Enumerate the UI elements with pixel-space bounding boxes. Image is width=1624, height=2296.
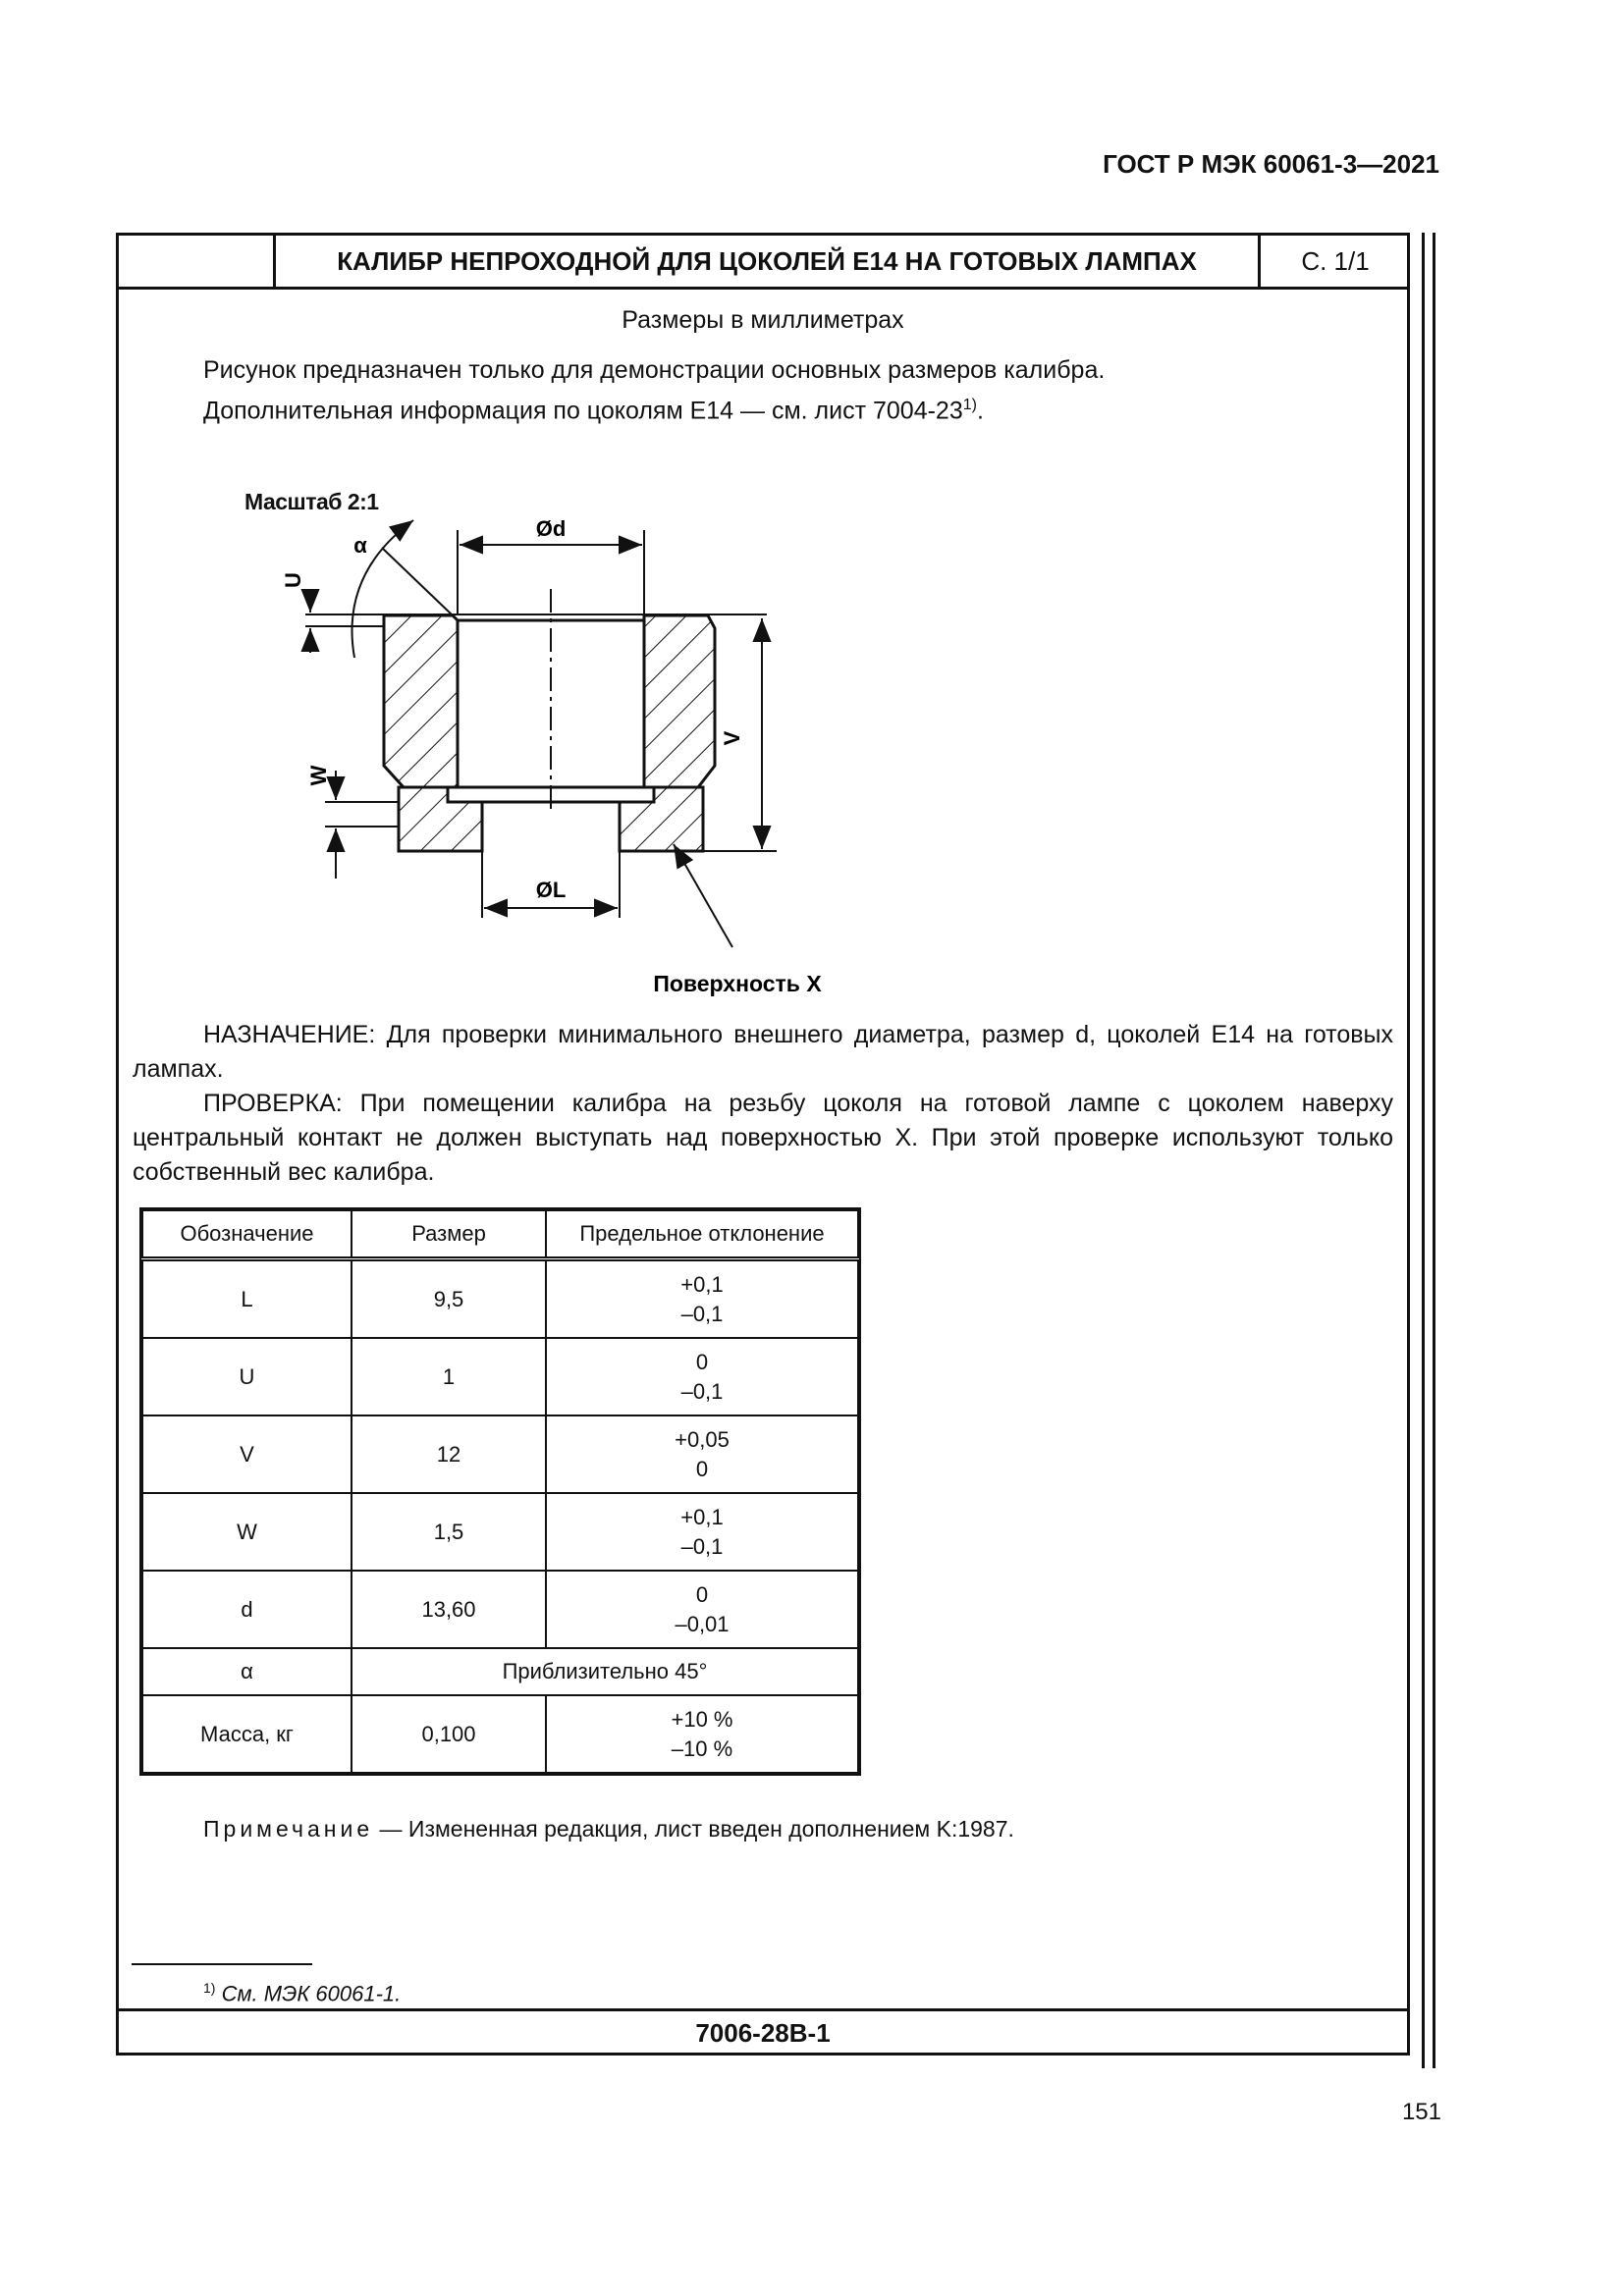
tol-upper: 0 [695, 1349, 709, 1374]
row-tolerance [546, 1415, 858, 1493]
tol-lower: –0,1 [680, 1301, 724, 1326]
note-label: Примечание [203, 1816, 374, 1842]
tol-upper: +0,1 [680, 1504, 724, 1529]
units-note: Размеры в миллиметрах [622, 306, 904, 334]
row-tolerance [546, 1493, 858, 1571]
tol-upper: +10 % [671, 1706, 733, 1732]
footnote-mark: 1) [203, 1980, 216, 1996]
intro-footnote-mark: 1) [962, 397, 977, 413]
row-symbol: U [142, 1338, 352, 1415]
dimensions-table [141, 1209, 859, 1774]
row-size: 9,5 [352, 1259, 546, 1339]
tol-lower: –0,1 [680, 1533, 724, 1559]
header-tolerance: Предельное отклонение [546, 1210, 858, 1259]
gauge-body-right [644, 615, 715, 787]
table-row-alpha [142, 1648, 858, 1695]
header-size: Размер [352, 1210, 546, 1259]
intro-line-1: Рисунок предназначен только для демонстрации основных размеров калибра. [203, 356, 1106, 384]
row-symbol: d [142, 1571, 352, 1648]
intro-line-2-end: . [976, 397, 984, 425]
table-header-row [142, 1210, 858, 1259]
row-size: 1 [352, 1338, 546, 1415]
footnote-text: См. МЭК 60061-1. [215, 1981, 402, 2006]
tol-upper: +0,1 [680, 1271, 724, 1297]
tol-lower: –10 % [671, 1735, 733, 1761]
label-W: W [306, 765, 331, 786]
row-size: 13,60 [352, 1571, 546, 1648]
row-alpha-value: Приблизительно 45° [352, 1648, 858, 1695]
row-size: 12 [352, 1415, 546, 1493]
tol-lower: –0,01 [675, 1611, 730, 1636]
table-row [142, 1571, 858, 1648]
tol-lower: 0 [695, 1456, 709, 1481]
gauge-plate-right [620, 787, 703, 851]
label-V: V [720, 730, 744, 746]
purpose-text: НАЗНАЧЕНИЕ: Для проверки минимального внешнего диаметра, размер d, цоколей Е14 на готовых лампах. [133, 1021, 1393, 1083]
check-paragraph [133, 1087, 1393, 1190]
table-row [142, 1493, 858, 1571]
tol-lower: –0,1 [680, 1378, 724, 1404]
gauge-drawing [119, 236, 1407, 1021]
label-alpha: α [353, 533, 367, 558]
row-symbol: V [142, 1415, 352, 1493]
row-tolerance [546, 1571, 858, 1648]
label-L: ØL [535, 878, 567, 902]
row-symbol: Масса, кг [142, 1695, 352, 1773]
table-row [142, 1259, 858, 1339]
row-symbol: L [142, 1259, 352, 1339]
frame-double-line-2 [1433, 233, 1435, 2068]
sheet-footer-code: 7006-28B-1 [119, 2008, 1407, 2056]
scale-label: Масштаб 2:1 [244, 489, 379, 514]
gauge-plate-left [399, 787, 482, 851]
row-tolerance [546, 1695, 858, 1773]
note [203, 1816, 1014, 1842]
row-size: 0,100 [352, 1695, 546, 1773]
row-size: 1,5 [352, 1493, 546, 1571]
page-number: 151 [1401, 2099, 1441, 2125]
footnote-separator [132, 1963, 312, 1965]
footnote [203, 1980, 401, 2006]
standard-code: ГОСТ Р МЭК 60061-3—2021 [1103, 149, 1439, 179]
row-tolerance [546, 1338, 858, 1415]
row-tolerance [546, 1259, 858, 1339]
sheet-title: КАЛИБР НЕПРОХОДНОЙ ДЛЯ ЦОКОЛЕЙ Е14 НА ГОТОВЫХ ЛАМПАХ [337, 246, 1197, 276]
label-surface-x: Поверхность X [653, 971, 822, 996]
tol-upper: 0 [695, 1581, 709, 1607]
row-symbol: W [142, 1493, 352, 1571]
purpose-paragraph [133, 1018, 1393, 1087]
table-row [142, 1338, 858, 1415]
label-U: U [281, 572, 305, 588]
table-row [142, 1415, 858, 1493]
header-symbol: Обозначение [142, 1210, 352, 1259]
frame-double-line-1 [1422, 233, 1425, 2068]
surface-x-leader [674, 844, 732, 947]
row-symbol: α [142, 1648, 352, 1695]
table-row-mass [142, 1695, 858, 1773]
note-text: — Измененная редакция, лист введен дополнением K:1987. [373, 1816, 1014, 1842]
sheet-number: С. 1/1 [1258, 236, 1410, 287]
sheet-frame [116, 233, 1410, 2056]
gauge-body-left [384, 615, 458, 787]
label-d: Ød [535, 516, 567, 541]
check-text: ПРОВЕРКА: При помещении калибра на резьбу цоколя на готовой лампе с цоколем наверху центральный контакт не должен выступать над поверхностью X. При этой проверке используют только собственный вес калибра. [133, 1090, 1393, 1186]
intro-line-2-text: Дополнительная информация по цоколям Е14 — см. лист 7004-23 [203, 397, 963, 425]
tol-upper: +0,05 [675, 1426, 730, 1452]
